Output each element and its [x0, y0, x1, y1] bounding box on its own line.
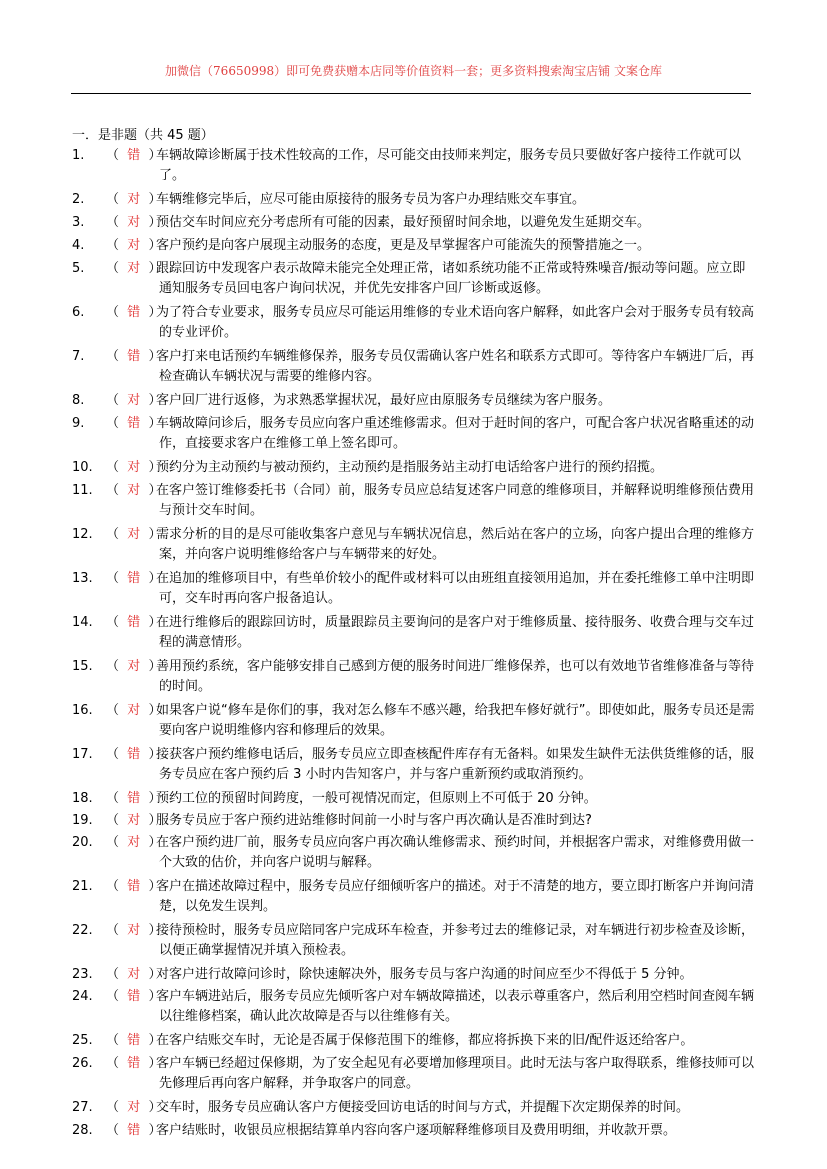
answer-value: 对 [127, 215, 141, 230]
answer-value: 对 [127, 483, 141, 498]
answer-value: 对 [127, 923, 141, 938]
answer-mark: （ 错 ） [106, 879, 162, 894]
question-item [72, 789, 757, 809]
answer-mark: （ 错 ） [106, 571, 162, 586]
question-number: 24. [72, 989, 93, 1004]
answer-value: 对 [127, 261, 141, 276]
question-text: 在进行维修后的跟踪回访时，质量跟踪员主要询问的是客户对于维修质量、接待服务、收费合理与交车过程的满意情形。 [156, 615, 755, 650]
answer-value: 对 [127, 460, 141, 475]
question-text: 为了符合专业要求，服务专员应尽可能运用维修的专业术语向客户解释，如此客户会对于服务专员有较高的专业评价。 [156, 305, 755, 340]
header-divider [71, 93, 751, 94]
answer-value: 对 [127, 393, 141, 408]
question-item [72, 613, 757, 653]
question-text: 客户车辆已经超过保修期，为了安全起见有必要增加修理项目。此时无法与客户取得联系，维修技师可以先修理后再向客户解释，并争取客户的同意。 [156, 1056, 755, 1091]
answer-value: 错 [127, 305, 141, 320]
answer-value: 对 [127, 967, 141, 982]
answer-mark: （ 错 ） [106, 305, 162, 320]
question-item [72, 987, 757, 1027]
answer-value: 对 [127, 813, 141, 828]
answer-mark: （ 对 ） [106, 835, 162, 850]
question-number: 4. [72, 238, 85, 253]
question-item [72, 213, 757, 233]
answer-mark: （ 错 ） [106, 989, 162, 1004]
answer-value: 对 [127, 1100, 141, 1115]
question-item [72, 745, 757, 785]
question-item [72, 347, 757, 387]
answer-value: 对 [127, 192, 141, 207]
question-item [72, 811, 757, 831]
question-text: 接待预检时，服务专员应陪同客户完成环车检查，并参考过去的维修记录，对车辆进行初步检查及诊断，以便正确掌握情况并填入预检表。 [156, 923, 755, 958]
question-number: 22. [72, 923, 93, 938]
question-number: 23. [72, 967, 93, 982]
question-number: 27. [72, 1100, 93, 1115]
answer-mark: （ 错 ） [106, 148, 162, 163]
question-text: 在追加的维修项目中，有些单价较小的配件或材料可以由班组直接领用追加，并在委托维修工单中注明即可，交车时再向客户报备追认。 [156, 571, 755, 606]
answer-mark: （ 错 ） [106, 1056, 162, 1071]
question-text: 客户打来电话预约车辆维修保养，服务专员仅需确认客户姓名和联系方式即可。等待客户车辆进厂后，再检查确认车辆状况与需要的维修内容。 [156, 349, 755, 384]
question-item [72, 833, 757, 873]
question-text: 接获客户预约维修电话后，服务专员应立即查核配件库存有无备料。如果发生缺件无法供货维修的话，服务专员应在客户预约后 3 小时内告知客户，并与客户重新预约或取消预约。 [156, 747, 755, 782]
promo-banner: 加微信（76650998）即可免费获赠本店同等价值资料一套；更多资料搜索淘宝店铺 文案仓库 [165, 64, 662, 78]
answer-value: 对 [127, 703, 141, 718]
answer-value: 错 [127, 571, 141, 586]
answer-mark: （ 错 ） [106, 791, 162, 806]
question-text: 车辆维修完毕后，应尽可能由原接待的服务专员为客户办理结账交车事宜。 [156, 192, 586, 207]
answer-value: 错 [127, 148, 141, 163]
question-number: 13. [72, 571, 93, 586]
section-title: 一．是非题（共 45 题） [72, 128, 214, 143]
question-number: 10. [72, 460, 93, 475]
question-number: 21. [72, 879, 93, 894]
question-number: 20. [72, 835, 93, 850]
question-item [72, 236, 757, 256]
question-item [72, 391, 757, 411]
answer-mark: （ 对 ） [106, 483, 162, 498]
answer-mark: （ 错 ） [106, 349, 162, 364]
question-item [72, 921, 757, 961]
question-number: 7. [72, 349, 85, 364]
answer-mark: （ 对 ） [106, 813, 162, 828]
answer-value: 错 [127, 1033, 141, 1048]
question-text: 预估交车时间应充分考虑所有可能的因素，最好预留时间余地，以避免发生延期交车。 [156, 215, 651, 230]
question-number: 5. [72, 261, 85, 276]
answer-value: 错 [127, 1056, 141, 1071]
question-item [72, 414, 757, 454]
question-text: 服务专员应于客户预约进站维修时间前一小时与客户再次确认是否准时到达? [156, 813, 592, 828]
question-number: 6. [72, 305, 85, 320]
answer-value: 错 [127, 989, 141, 1004]
answer-mark: （ 对 ） [106, 527, 162, 542]
question-item [72, 1054, 757, 1094]
answer-value: 错 [127, 791, 141, 806]
question-text: 跟踪回访中发现客户表示故障未能完全处理正常，诸如系统功能不正常或特殊噪音/振动等问题。应立即通知服务专员回电客户询问状况，并优先安排客户回厂诊断或返修。 [156, 261, 746, 296]
question-item [72, 259, 757, 299]
question-number: 25. [72, 1033, 93, 1048]
question-item [72, 1121, 757, 1141]
question-item [72, 525, 757, 565]
answer-mark: （ 错 ） [106, 1123, 162, 1138]
question-item [72, 701, 757, 741]
question-number: 1. [72, 148, 85, 163]
question-text: 需求分析的目的是尽可能收集客户意见与车辆状况信息，然后站在客户的立场，向客户提出合理的维修方案，并向客户说明维修给客户与车辆带来的好处。 [156, 527, 755, 562]
question-text: 如果客户说“修车是你们的事，我对怎么修车不感兴趣，给我把车修好就行”。即使如此，服务专员还是需要向客户说明维修内容和修理后的效果。 [156, 703, 755, 738]
question-text: 交车时，服务专员应确认客户方便接受回访电话的时间与方式，并提醒下次定期保养的时间。 [156, 1100, 690, 1115]
answer-mark: （ 对 ） [106, 460, 162, 475]
question-text: 预约分为主动预约与被动预约，主动预约是指服务站主动打电话给客户进行的预约招揽。 [156, 460, 664, 475]
question-number: 18. [72, 791, 93, 806]
answer-value: 对 [127, 835, 141, 850]
question-item [72, 190, 757, 210]
answer-mark: （ 对 ） [106, 393, 162, 408]
question-item [72, 481, 757, 521]
answer-mark: （ 对 ） [106, 192, 162, 207]
answer-mark: （ 对 ） [106, 1100, 162, 1115]
answer-value: 错 [127, 879, 141, 894]
answer-value: 错 [127, 1123, 141, 1138]
question-number: 15. [72, 659, 93, 674]
question-text: 车辆故障问诊后，服务专员应向客户重述维修需求。但对于赶时间的客户，可配合客户状况省略重述的动作，直接要求客户在维修工单上签名即可。 [156, 416, 755, 451]
question-item [72, 877, 757, 917]
question-number: 16. [72, 703, 93, 718]
question-text: 客户回厂进行返修，为求熟悉掌握状况，最好应由原服务专员继续为客户服务。 [156, 393, 612, 408]
answer-value: 错 [127, 615, 141, 630]
question-text: 在客户预约进厂前，服务专员应向客户再次确认维修需求、预约时间，并根据客户需求，对维修费用做一个大致的估价，并向客户说明与解释。 [156, 835, 755, 870]
answer-mark: （ 对 ） [106, 703, 162, 718]
answer-mark: （ 对 ） [106, 261, 162, 276]
question-text: 客户结账时，收银员应根据结算单内容向客户逐项解释维修项目及费用明细，并收款开票。 [156, 1123, 677, 1138]
answer-mark: （ 错 ） [106, 747, 162, 762]
question-number: 3. [72, 215, 85, 230]
question-number: 2. [72, 192, 85, 207]
answer-mark: （ 对 ） [106, 967, 162, 982]
question-text: 预约工位的预留时间跨度，一般可视情况而定，但原则上不可低于 20 分钟。 [156, 791, 597, 806]
question-number: 17. [72, 747, 93, 762]
answer-mark: （ 错 ） [106, 615, 162, 630]
answer-value: 错 [127, 349, 141, 364]
question-item [72, 146, 757, 186]
question-number: 28. [72, 1123, 93, 1138]
question-number: 26. [72, 1056, 93, 1071]
question-text: 对客户进行故障问诊时，除快速解决外，服务专员与客户沟通的时间应至少不得低于 5 分钟。 [156, 967, 693, 982]
answer-mark: （ 对 ） [106, 238, 162, 253]
answer-value: 对 [127, 527, 141, 542]
question-text: 在客户签订维修委托书（合同）前，服务专员应总结复述客户同意的维修项目，并解释说明维修预估费用与预计交车时间。 [156, 483, 755, 518]
answer-mark: （ 错 ） [106, 416, 162, 431]
answer-mark: （ 错 ） [106, 1033, 162, 1048]
answer-value: 错 [127, 416, 141, 431]
answer-value: 对 [127, 659, 141, 674]
question-item [72, 1031, 757, 1051]
answer-mark: （ 对 ） [106, 215, 162, 230]
question-number: 11. [72, 483, 93, 498]
question-text: 在客户结账交车时，无论是否属于保修范围下的维修，都应将拆换下来的旧/配件返还给客户。 [156, 1033, 694, 1048]
question-text: 车辆故障诊断属于技术性较高的工作，尽可能交由技师来判定，服务专员只要做好客户接待工作就可以了。 [156, 148, 742, 183]
question-item [72, 965, 757, 985]
question-list [72, 146, 757, 1141]
question-item [72, 303, 757, 343]
question-number: 8. [72, 393, 85, 408]
question-item [72, 458, 757, 478]
question-item [72, 569, 757, 609]
question-number: 12. [72, 527, 93, 542]
answer-mark: （ 对 ） [106, 923, 162, 938]
answer-value: 对 [127, 238, 141, 253]
answer-mark: （ 对 ） [106, 659, 162, 674]
question-text: 客户在描述故障过程中，服务专员应仔细倾听客户的描述。对于不清楚的地方，要立即打断客户并询问清楚，以免发生误判。 [156, 879, 755, 914]
question-text: 善用预约系统，客户能够安排自己感到方便的服务时间进厂维修保养，也可以有效地节省维修准备与等待的时间。 [156, 659, 755, 694]
question-number: 19. [72, 813, 93, 828]
question-text: 客户车辆进站后，服务专员应先倾听客户对车辆故障描述，以表示尊重客户，然后利用空档时间查阅车辆以往维修档案，确认此次故障是否与以往维修有关。 [156, 989, 755, 1024]
question-number: 9. [72, 416, 85, 431]
question-text: 客户预约是向客户展现主动服务的态度，更是及早掌握客户可能流失的预警措施之一。 [156, 238, 651, 253]
question-item [72, 657, 757, 697]
question-number: 14. [72, 615, 93, 630]
answer-value: 错 [127, 747, 141, 762]
question-item [72, 1098, 757, 1118]
